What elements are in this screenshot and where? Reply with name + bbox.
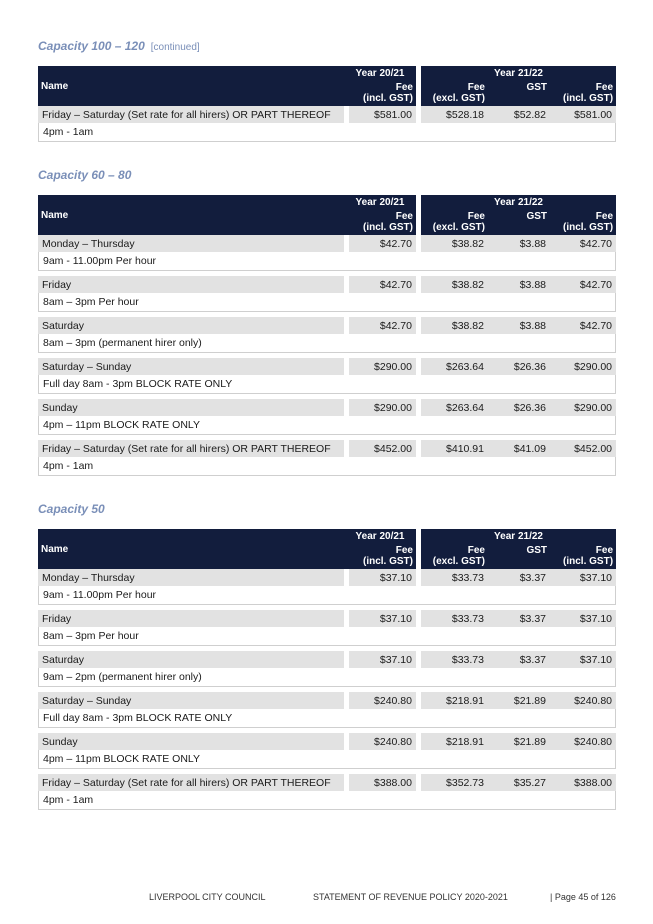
fee-incl-gst-header-2021 [344, 81, 416, 106]
section-title: Capacity 100 – 120 [continued] [38, 39, 200, 53]
empty-cell [416, 709, 488, 728]
gst-2122: $3.37 [488, 610, 550, 627]
fee-excl-gst-2122: $38.82 [416, 317, 488, 334]
table-row [38, 610, 616, 627]
empty-cell [488, 334, 550, 353]
fee-excl-gst-header-line1: Fee [467, 82, 485, 93]
row-time-detail: 9am – 2pm (permanent hirer only) [38, 668, 344, 687]
fee-excl-gst-header-line2: (excl. GST) [432, 93, 485, 104]
table-row-detail [38, 791, 616, 810]
year-2021-header: Year 20/21 [344, 66, 416, 81]
fee-incl-gst-header [550, 210, 616, 235]
name-header: Name [38, 195, 344, 235]
table-row [38, 440, 616, 457]
row-time-detail: Full day 8am - 3pm BLOCK RATE ONLY [38, 375, 344, 394]
fee-excl-gst-2122: $263.64 [416, 358, 488, 375]
empty-cell [344, 375, 416, 394]
empty-cell [344, 791, 416, 810]
empty-cell [344, 252, 416, 271]
empty-cell [550, 627, 616, 646]
footer-org: LIVERPOOL CITY COUNCIL [149, 892, 266, 902]
row-name: Saturday – Sunday [38, 692, 344, 709]
row-name: Friday – Saturday (Set rate for all hirers) OR PART THEREOF [38, 440, 344, 457]
empty-cell [550, 252, 616, 271]
empty-cell [416, 457, 488, 476]
fee-incl-gst-2021: $581.00 [344, 106, 416, 123]
gst-2122: $3.88 [488, 317, 550, 334]
name-header: Name [38, 66, 344, 106]
table-row-detail [38, 586, 616, 605]
empty-cell [550, 416, 616, 435]
fee-incl-gst-header [550, 544, 616, 569]
gst-header-label: GST [526, 211, 547, 222]
fee-excl-gst-header-line2: (excl. GST) [432, 222, 485, 233]
year-2122-header: Year 21/22 [416, 66, 616, 81]
fee-incl-gst-2021: $42.70 [344, 276, 416, 293]
fee-incl-gst-2021: $240.80 [344, 733, 416, 750]
table-row-detail [38, 668, 616, 687]
fee-incl-gst-2122: $37.10 [550, 651, 616, 668]
fee-excl-gst-2122: $263.64 [416, 399, 488, 416]
fee-incl-gst-2122: $290.00 [550, 399, 616, 416]
gst-2122: $52.82 [488, 106, 550, 123]
row-name: Saturday – Sunday [38, 358, 344, 375]
row-name: Monday – Thursday [38, 235, 344, 252]
table-row-detail [38, 416, 616, 435]
table-row-detail [38, 252, 616, 271]
gst-2122: $3.88 [488, 235, 550, 252]
empty-cell [344, 586, 416, 605]
empty-cell [344, 416, 416, 435]
table-row-detail [38, 375, 616, 394]
fee-excl-gst-2122: $218.91 [416, 733, 488, 750]
fee-excl-gst-header-line1: Fee [467, 211, 485, 222]
empty-cell [416, 334, 488, 353]
fee-incl-gst-2122: $42.70 [550, 235, 616, 252]
gst-2122: $26.36 [488, 358, 550, 375]
fee-incl-gst-2122: $42.70 [550, 276, 616, 293]
row-time-detail: 9am - 11.00pm Per hour [38, 252, 344, 271]
table-row [38, 774, 616, 791]
empty-cell [416, 416, 488, 435]
fee-table [38, 529, 616, 810]
fee-excl-gst-2122: $33.73 [416, 651, 488, 668]
fee-incl-gst-2122: $452.00 [550, 440, 616, 457]
fee-excl-gst-header [416, 544, 488, 569]
fee-incl-gst-header-line2: (incl. GST) [563, 222, 614, 233]
empty-cell [550, 457, 616, 476]
fee-incl-gst-header-line2: (incl. GST) [563, 93, 614, 104]
section-capacity-60-80 [38, 167, 616, 472]
empty-cell [416, 586, 488, 605]
gst-2122: $3.88 [488, 276, 550, 293]
empty-cell [344, 709, 416, 728]
empty-cell [550, 123, 616, 142]
row-time-detail: 8am – 3pm Per hour [38, 627, 344, 646]
table-row [38, 358, 616, 375]
table-row [38, 106, 616, 123]
continued-label: [continued] [150, 42, 200, 53]
table-row [38, 399, 616, 416]
fee-excl-gst-header-line1: Fee [467, 545, 485, 556]
fee-table [38, 66, 616, 142]
gst-2122: $35.27 [488, 774, 550, 791]
header-row-years [38, 529, 616, 544]
empty-cell [344, 627, 416, 646]
row-time-detail: 4pm - 1am [38, 123, 344, 142]
fee-incl-gst-2122: $240.80 [550, 733, 616, 750]
fee-incl-gst-2122: $290.00 [550, 358, 616, 375]
empty-cell [488, 709, 550, 728]
year-2122-header: Year 21/22 [416, 529, 616, 544]
footer-page-number: | Page 45 of 126 [550, 892, 616, 902]
fee-incl-gst-2021: $42.70 [344, 235, 416, 252]
fee-incl-gst-header-line1: Fee [595, 82, 614, 93]
table-row-detail [38, 750, 616, 769]
empty-cell [344, 750, 416, 769]
fee-incl-gst-2021: $37.10 [344, 610, 416, 627]
name-header: Name [38, 529, 344, 569]
table-row-detail [38, 457, 616, 476]
empty-cell [416, 375, 488, 394]
fee-incl-gst-header-line2: (incl. GST) [563, 556, 614, 567]
fee-incl-gst-2021: $290.00 [344, 358, 416, 375]
row-name: Monday – Thursday [38, 569, 344, 586]
table-row [38, 651, 616, 668]
row-name: Friday – Saturday (Set rate for all hirers) OR PART THEREOF [38, 774, 344, 791]
fee-excl-gst-2122: $33.73 [416, 569, 488, 586]
gst-2122: $3.37 [488, 569, 550, 586]
fee-incl-gst-2021: $42.70 [344, 317, 416, 334]
fee-excl-gst-2122: $352.73 [416, 774, 488, 791]
table-row [38, 692, 616, 709]
table-row-detail [38, 334, 616, 353]
year-2021-header: Year 20/21 [344, 195, 416, 210]
row-name: Saturday [38, 651, 344, 668]
table-row [38, 235, 616, 252]
empty-cell [550, 791, 616, 810]
empty-cell [416, 123, 488, 142]
fee-incl-gst-2021: $37.10 [344, 651, 416, 668]
fee-excl-gst-header-line2: (excl. GST) [432, 556, 485, 567]
fee-excl-gst-2122: $410.91 [416, 440, 488, 457]
row-time-detail: Full day 8am - 3pm BLOCK RATE ONLY [38, 709, 344, 728]
table-row-detail [38, 627, 616, 646]
empty-cell [416, 627, 488, 646]
year-2021-header: Year 20/21 [344, 529, 416, 544]
row-time-detail: 8am – 3pm (permanent hirer only) [38, 334, 344, 353]
empty-cell [488, 457, 550, 476]
gst-header [488, 81, 550, 106]
fee-excl-gst-2122: $38.82 [416, 276, 488, 293]
fee-incl-gst-header-2021 [344, 544, 416, 569]
table-row-detail [38, 293, 616, 312]
row-name: Sunday [38, 399, 344, 416]
fee-incl-gst-header-2021 [344, 210, 416, 235]
row-name: Friday – Saturday (Set rate for all hirers) OR PART THEREOF [38, 106, 344, 123]
table-row [38, 317, 616, 334]
row-time-detail: 4pm – 11pm BLOCK RATE ONLY [38, 416, 344, 435]
empty-cell [344, 457, 416, 476]
empty-cell [550, 375, 616, 394]
fee-excl-gst-2122: $33.73 [416, 610, 488, 627]
row-time-detail: 4pm - 1am [38, 791, 344, 810]
empty-cell [344, 123, 416, 142]
table-row-detail [38, 709, 616, 728]
section-capacity-100-120 [38, 38, 616, 138]
fee-incl-gst-2021: $290.00 [344, 399, 416, 416]
row-time-detail: 4pm – 11pm BLOCK RATE ONLY [38, 750, 344, 769]
footer-doc-title: STATEMENT OF REVENUE POLICY 2020-2021 [313, 892, 508, 902]
empty-cell [550, 586, 616, 605]
fee-incl-gst-header-2021-line1: Fee [395, 82, 413, 93]
gst-2122: $3.37 [488, 651, 550, 668]
empty-cell [550, 334, 616, 353]
empty-cell [488, 293, 550, 312]
gst-header-label: GST [526, 545, 547, 556]
empty-cell [488, 627, 550, 646]
table-row-detail [38, 123, 616, 142]
fee-excl-gst-2122: $528.18 [416, 106, 488, 123]
empty-cell [488, 123, 550, 142]
empty-cell [550, 750, 616, 769]
gst-2122: $21.89 [488, 692, 550, 709]
section-capacity-50 [38, 501, 616, 806]
empty-cell [488, 750, 550, 769]
empty-cell [488, 375, 550, 394]
empty-cell [416, 293, 488, 312]
row-time-detail: 8am – 3pm Per hour [38, 293, 344, 312]
empty-cell [416, 791, 488, 810]
empty-cell [488, 586, 550, 605]
row-time-detail: 4pm - 1am [38, 457, 344, 476]
fee-incl-gst-header-2021-line1: Fee [395, 545, 413, 556]
gst-2122: $21.89 [488, 733, 550, 750]
empty-cell [550, 668, 616, 687]
empty-cell [550, 293, 616, 312]
empty-cell [488, 416, 550, 435]
fee-excl-gst-header [416, 81, 488, 106]
row-name: Saturday [38, 317, 344, 334]
fee-incl-gst-2021: $37.10 [344, 569, 416, 586]
table-row [38, 276, 616, 293]
empty-cell [488, 791, 550, 810]
fee-incl-gst-2122: $388.00 [550, 774, 616, 791]
header-row-years [38, 195, 616, 210]
fee-incl-gst-2122: $37.10 [550, 569, 616, 586]
fee-incl-gst-header-2021-line1: Fee [395, 211, 413, 222]
fee-incl-gst-2122: $37.10 [550, 610, 616, 627]
empty-cell [550, 709, 616, 728]
gst-header [488, 210, 550, 235]
gst-header [488, 544, 550, 569]
fee-excl-gst-2122: $38.82 [416, 235, 488, 252]
row-name: Friday [38, 610, 344, 627]
row-name: Sunday [38, 733, 344, 750]
fee-incl-gst-2122: $42.70 [550, 317, 616, 334]
section-title: Capacity 60 – 80 [38, 168, 132, 182]
empty-cell [344, 334, 416, 353]
fee-incl-gst-2021: $388.00 [344, 774, 416, 791]
fee-incl-gst-header-2021-line2: (incl. GST) [363, 556, 413, 567]
fee-incl-gst-2122: $240.80 [550, 692, 616, 709]
empty-cell [416, 252, 488, 271]
table-row [38, 733, 616, 750]
empty-cell [488, 252, 550, 271]
row-name: Friday [38, 276, 344, 293]
empty-cell [488, 668, 550, 687]
fee-excl-gst-2122: $218.91 [416, 692, 488, 709]
row-time-detail: 9am - 11.00pm Per hour [38, 586, 344, 605]
empty-cell [416, 668, 488, 687]
fee-incl-gst-header [550, 81, 616, 106]
empty-cell [344, 293, 416, 312]
fee-incl-gst-header-line1: Fee [595, 545, 614, 556]
empty-cell [416, 750, 488, 769]
year-2122-header: Year 21/22 [416, 195, 616, 210]
fee-table [38, 195, 616, 476]
fee-incl-gst-2122: $581.00 [550, 106, 616, 123]
section-title: Capacity 50 [38, 502, 105, 516]
header-row-years [38, 66, 616, 81]
gst-2122: $41.09 [488, 440, 550, 457]
gst-header-label: GST [526, 82, 547, 93]
fee-excl-gst-header [416, 210, 488, 235]
fee-incl-gst-2021: $452.00 [344, 440, 416, 457]
fee-incl-gst-2021: $240.80 [344, 692, 416, 709]
fee-incl-gst-header-2021-line2: (incl. GST) [363, 222, 413, 233]
table-row [38, 569, 616, 586]
fee-incl-gst-header-2021-line2: (incl. GST) [363, 93, 413, 104]
gst-2122: $26.36 [488, 399, 550, 416]
fee-incl-gst-header-line1: Fee [595, 211, 614, 222]
empty-cell [344, 668, 416, 687]
